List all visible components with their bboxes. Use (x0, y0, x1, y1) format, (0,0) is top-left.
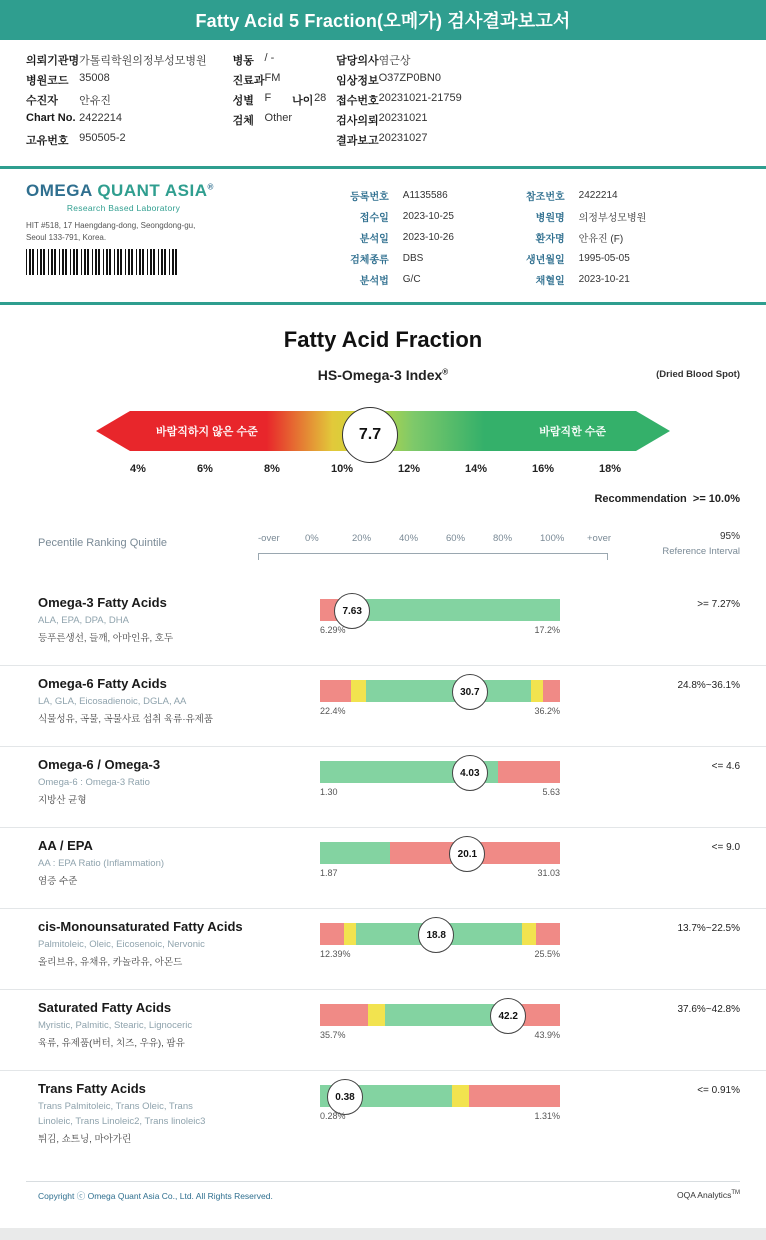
result-row (0, 908, 766, 989)
result-name: cis-Monounsaturated Fatty Acids (38, 919, 243, 934)
percentile-tick: 80% (493, 533, 513, 544)
patient-label: 고유번호 (26, 135, 69, 147)
gauge-tick: 18% (599, 463, 622, 475)
percentile-tick: -over (258, 533, 280, 544)
lab-info-block (0, 169, 766, 300)
gauge-left-arrow-icon (96, 411, 130, 451)
meta-value: G/C (402, 274, 421, 285)
gauge-scale (0, 463, 766, 481)
bar-segment (320, 1004, 368, 1026)
patient-label: Chart No. (26, 112, 76, 124)
result-reference-interval: 24.8%~36.1% (677, 680, 740, 691)
lab-address-line1: HIT #518, 17 Haengdang-dong, Seongdong-gu, (26, 221, 196, 230)
lab-meta-left (276, 185, 526, 290)
bar-segment (536, 923, 560, 945)
result-range-high: 43.9% (534, 1030, 560, 1040)
gauge-bar (96, 411, 670, 451)
brand-mark: OQA Analytics™ (676, 1190, 740, 1200)
lab-logo (26, 181, 276, 201)
patient-value: 염근상 (378, 55, 411, 67)
result-food-sources: 육류, 유제품(버터, 치즈, 우유), 팜유 (38, 1038, 185, 1049)
percentile-tick: 0% (305, 533, 319, 544)
patient-value: FM (264, 72, 281, 84)
result-reference-interval: 37.6%~42.8% (677, 1004, 740, 1015)
percentile-header (0, 531, 766, 575)
hs-omega-index-title: HS-Omega-3 Index® (317, 367, 449, 383)
percentile-tick: +over (587, 533, 612, 544)
meta-label: 검체종류 (350, 255, 389, 266)
result-name: Omega-3 Fatty Acids (38, 595, 167, 610)
recommendation-value: >= 10.0% (692, 493, 740, 505)
gauge-right-label: 바람직한 수준 (539, 426, 606, 438)
bar-segment (498, 761, 560, 783)
bar-segment (368, 1004, 385, 1026)
result-bar (320, 761, 560, 783)
page-bottom-bar (0, 1228, 766, 1240)
gauge-tick: 14% (465, 463, 488, 475)
patient-value: 20231021-21759 (378, 92, 462, 104)
meta-label: 접수일 (359, 213, 389, 224)
result-value-marker: 4.03 (452, 755, 488, 791)
meta-value: 의정부성모병원 (578, 213, 647, 224)
gauge-tick: 6% (197, 463, 213, 475)
omega3-index-gauge (0, 403, 766, 459)
result-range-low: 35.7% (320, 1030, 346, 1040)
bar-segment (320, 842, 390, 864)
patient-value: O37ZP0BN0 (378, 72, 441, 84)
result-components: AA : EPA Ratio (Inflammation) (38, 858, 165, 869)
result-range-low: 22.4% (320, 706, 346, 716)
patient-label: 병동 (232, 55, 254, 67)
reference-interval-label: Reference Interval (662, 546, 740, 557)
bar-segment (320, 680, 351, 702)
result-components: Myristic, Palmitic, Stearic, Lignoceric (38, 1020, 193, 1031)
age-value: 28 (314, 92, 327, 104)
patient-value: 20231021 (378, 112, 428, 124)
bar-segment (351, 680, 365, 702)
meta-label: 채혈일 (535, 276, 565, 287)
patient-label: 담당의사 (336, 55, 379, 67)
result-value-marker: 30.7 (452, 674, 488, 710)
percentile-tick: 100% (540, 533, 565, 544)
result-reference-interval: 13.7%~22.5% (677, 923, 740, 934)
meta-value: 안유진 (F) (578, 234, 624, 245)
result-reference-interval: <= 9.0 (711, 842, 740, 853)
result-components: ALA, EPA, DPA, DHA (38, 615, 129, 626)
result-components: LA, GLA, Eicosadienoic, DGLA, AA (38, 696, 187, 707)
meta-value: DBS (402, 253, 424, 264)
lab-address (26, 220, 276, 243)
bar-segment (522, 923, 536, 945)
logo-omega: OMEGA (26, 181, 93, 200)
result-bar (320, 680, 560, 702)
meta-label: 환자명 (535, 234, 565, 245)
gauge-tick: 10% (331, 463, 354, 475)
lab-address-line2: Seoul 133-791, Korea. (26, 232, 107, 242)
result-range-high: 25.5% (534, 949, 560, 959)
result-row (0, 746, 766, 827)
bar-segment (320, 923, 344, 945)
page-footer (0, 1182, 766, 1212)
reference-interval-header (662, 531, 740, 557)
result-value-marker: 0.38 (327, 1079, 363, 1115)
fraction-section (0, 305, 766, 385)
result-range-high: 36.2% (534, 706, 560, 716)
gauge-value-bubble: 7.7 (342, 407, 398, 463)
result-range-high: 5.63 (542, 787, 560, 797)
result-components: Omega-6 : Omega-3 Ratio (38, 777, 150, 788)
result-range-high: 31.03 (537, 868, 560, 878)
patient-label: 성별 (232, 95, 254, 107)
patient-value: 가톨릭학원의정부성모병원 (79, 55, 207, 67)
report-title-bar (0, 0, 766, 40)
result-name: Saturated Fatty Acids (38, 1000, 172, 1015)
patient-label: 병원코드 (26, 75, 69, 87)
patient-value: / - (264, 52, 275, 64)
patient-label: 검체 (232, 115, 254, 127)
result-range-low: 12.39% (320, 949, 351, 959)
trademark-icon: TM (731, 1190, 740, 1197)
bar-segment (531, 680, 543, 702)
gauge-tick: 16% (532, 463, 555, 475)
result-bar (320, 842, 560, 864)
patient-label: 수진자 (26, 95, 58, 107)
copyright-text: Copyright ⓒ Omega Quant Asia Co., Ltd. All Rights Reserved. (38, 1191, 273, 1201)
meta-label: 참조번호 (526, 192, 565, 203)
gauge-tick: 12% (398, 463, 421, 475)
logo-asia: ASIA (164, 181, 208, 200)
bar-segment (469, 1085, 560, 1107)
patient-label: 임상정보 (336, 75, 379, 87)
meta-value: 1995-05-05 (578, 253, 630, 264)
specimen-note: (Dried Blood Spot) (656, 369, 740, 380)
result-value-marker: 7.63 (334, 593, 370, 629)
patient-value: 20231027 (378, 132, 428, 144)
result-reference-interval: <= 0.91% (697, 1085, 740, 1096)
result-food-sources: 올리브유, 유채유, 카놀라유, 아몬드 (38, 957, 183, 968)
result-range-low: 6.29% (320, 625, 346, 635)
meta-label: 병원명 (535, 213, 565, 224)
result-components: Trans Palmitoleic, Trans Oleic, Trans (38, 1101, 193, 1112)
patient-value: 2422214 (79, 112, 122, 124)
patient-label: 진료과 (232, 75, 265, 87)
gauge-tick: 8% (264, 463, 280, 475)
result-food-sources: 등푸른생선, 들깨, 아마인유, 호두 (38, 633, 174, 644)
patient-label: 접수번호 (336, 95, 379, 107)
registered-mark-icon: ® (442, 367, 449, 377)
patient-value: F (264, 92, 272, 104)
result-name: AA / EPA (38, 838, 93, 853)
recommendation-line (0, 481, 766, 505)
meta-value: A1135586 (402, 190, 448, 201)
result-range-high: 17.2% (534, 625, 560, 635)
percentile-tick: 40% (399, 533, 419, 544)
meta-label: 분석법 (359, 276, 389, 287)
recommendation-label: Recommendation (594, 493, 687, 505)
result-range-high: 1.31% (534, 1111, 560, 1121)
result-row (0, 989, 766, 1070)
result-value-marker: 42.2 (490, 998, 526, 1034)
percentile-title: Pecentile Ranking Quintile (38, 537, 168, 549)
patient-label: 검사의뢰 (336, 115, 379, 127)
meta-label: 생년월일 (526, 255, 565, 266)
patient-header-table (26, 50, 462, 150)
lab-meta-right (526, 185, 646, 290)
result-value-marker: 18.8 (418, 917, 454, 953)
age-label: 나이 (292, 95, 314, 107)
percentile-tick: 60% (446, 533, 466, 544)
section-heading: Fatty Acid Fraction (283, 327, 483, 352)
bar-segment (366, 680, 532, 702)
patient-value: Other (264, 112, 293, 124)
bar-segment (452, 1085, 469, 1107)
result-range-low: 1.87 (320, 868, 338, 878)
logo-registered-mark: ® (207, 182, 214, 192)
result-range-low: 0.28% (320, 1111, 346, 1121)
result-name: Omega-6 / Omega-3 (38, 757, 161, 772)
percentile-tick: 20% (352, 533, 372, 544)
barcode-image (26, 249, 178, 275)
patient-label: 결과보고 (336, 135, 379, 147)
result-food-sources: 식물성유, 곡물, 곡물사료 섭취 육류·유제품 (38, 714, 214, 725)
result-food-sources: 염증 수준 (38, 876, 78, 887)
bar-segment (344, 923, 356, 945)
percentile-axis (258, 553, 608, 554)
result-name: Omega-6 Fatty Acids (38, 676, 167, 691)
result-reference-interval: >= 7.27% (697, 599, 740, 610)
result-rows (0, 585, 766, 1165)
lab-tagline: Research Based Laboratory (66, 203, 181, 213)
patient-label: 의뢰기관명 (26, 55, 80, 67)
result-reference-interval: <= 4.6 (711, 761, 740, 772)
result-components-cont: Linoleic, Trans Linoleic2, Trans linoleic3 (38, 1116, 206, 1127)
patient-value: 안유진 (79, 95, 112, 107)
meta-value: 2422214 (578, 190, 618, 201)
result-food-sources: 지방산 균형 (38, 795, 87, 806)
result-row (0, 1070, 766, 1165)
result-value-marker: 20.1 (449, 836, 485, 872)
patient-value: 35008 (79, 72, 110, 84)
page-title: Fatty Acid 5 Fraction(오메가) 검사결과보고서 (195, 11, 571, 31)
bar-segment (351, 599, 560, 621)
patient-value: 950505-2 (79, 132, 126, 144)
gauge-right-arrow-icon (636, 411, 670, 451)
result-row (0, 827, 766, 908)
meta-value: 2023-10-21 (578, 274, 630, 285)
gauge-left-label: 바람직하지 않은 수준 (156, 426, 258, 438)
result-components: Palmitoleic, Oleic, Eicosenoic, Nervonic (38, 939, 205, 950)
result-row (0, 665, 766, 746)
gauge-tick: 4% (130, 463, 146, 475)
result-food-sources: 튀김, 쇼트닝, 마아가린 (38, 1134, 132, 1145)
meta-value: 2023-10-26 (402, 232, 454, 243)
result-name: Trans Fatty Acids (38, 1081, 146, 1096)
patient-header (0, 40, 766, 162)
logo-quant: QUANT (97, 181, 161, 200)
index-title-row (0, 367, 766, 385)
meta-label: 분석일 (359, 234, 389, 245)
percentile-95-label: 95% (719, 531, 740, 542)
meta-label: 등록번호 (350, 192, 389, 203)
meta-value: 2023-10-25 (402, 211, 454, 222)
result-row (0, 585, 766, 665)
lab-meta (276, 181, 740, 290)
bar-segment (543, 680, 560, 702)
percentile-ticks (258, 533, 612, 553)
lab-logo-box (26, 181, 276, 290)
result-range-low: 1.30 (320, 787, 338, 797)
